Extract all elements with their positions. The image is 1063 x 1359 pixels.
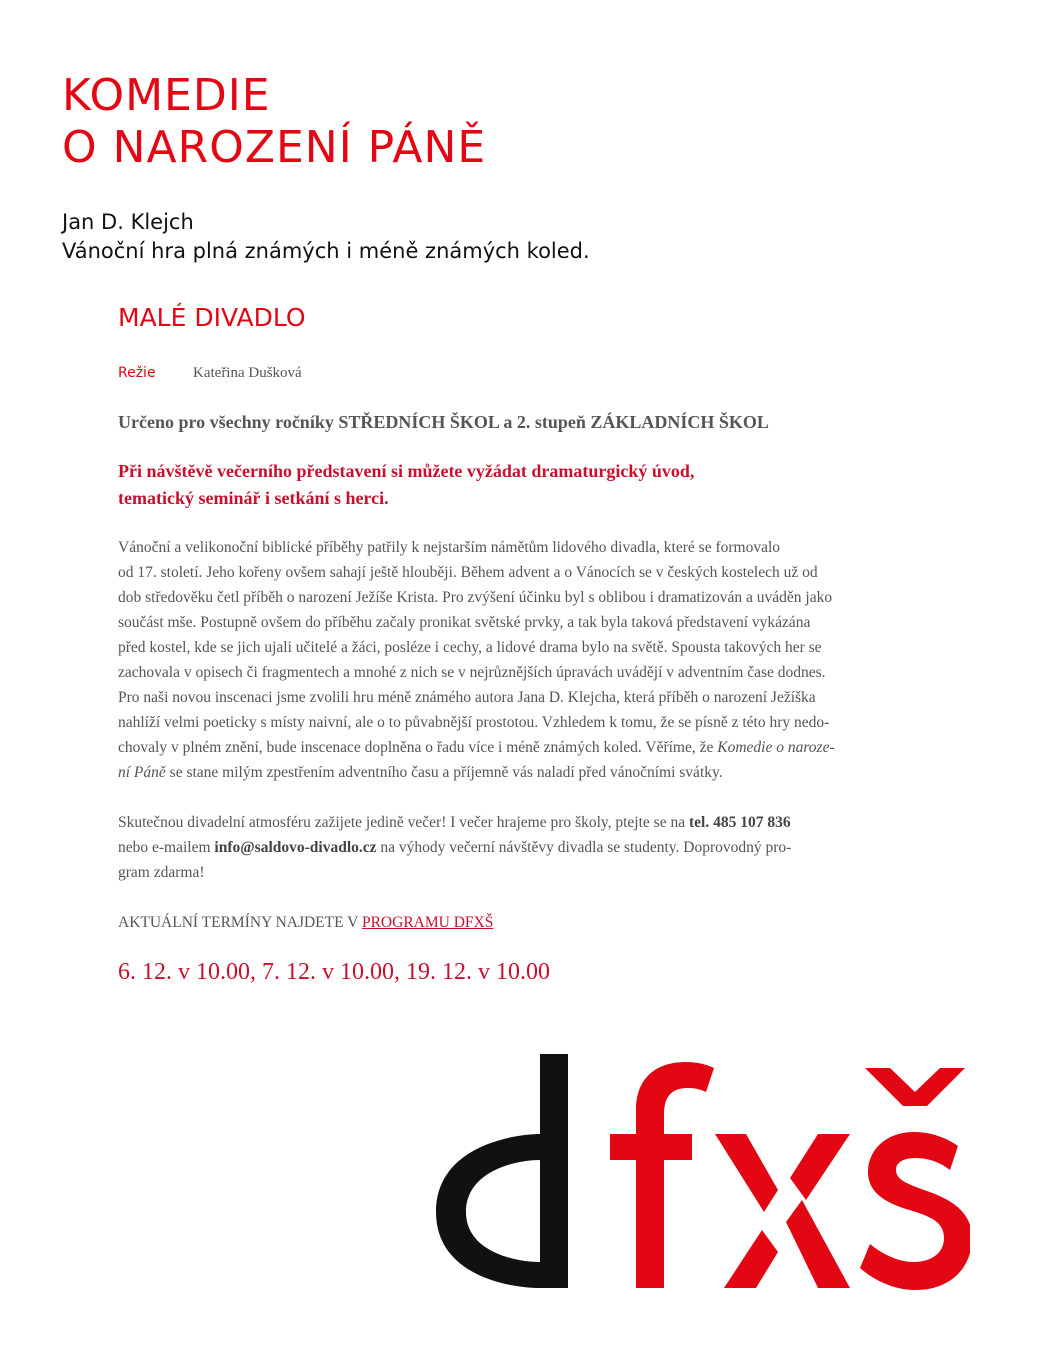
contact-line [118,835,948,860]
description [118,535,948,785]
phone-number: tel. 485 107 836 [688,814,791,831]
description-text: se stane milým zpestřením adventního času a příjemně vás naladí před vánočními svátky. [165,764,723,781]
performance-dates: 6. 12. v 10.00, 7. 12. v 10.00, 19. 12. v 10.00 [118,959,550,985]
contact-line: gram zdarma! [118,864,205,881]
play-title-italic: Komedie o naroze- [717,739,835,756]
description-line: před kostel, kde se jich ujali učitelé a žáci, posléze i cechy, a lidové drama bylo na světě. Spousta takových her se [118,639,822,656]
schedule-info [118,910,948,935]
contact-line [118,810,948,835]
description-line [118,735,948,760]
description-line: od 17. století. Jeho kořeny ovšem sahají ještě hlouběji. Během advent a o Vánocích se v českých kostelech už od [118,564,818,581]
author: Jan D. Klejch [62,210,194,234]
subtitle: Vánoční hra plná známých i méně známých koled. [62,239,590,263]
email-address: info@saldovo-divadlo.cz [214,839,377,856]
title-line-2: O NAROZENÍ PÁNĚ [62,122,487,173]
description-line: součást mše. Postupně ovšem do příběhu začaly pronikat světské prvky, a tak byla taková představení vykázána [118,614,811,631]
highlight-line-2: tematický seminář i setkání s herci. [118,488,389,508]
credit-label: Režie [118,365,156,381]
description-line: dob středověku četl příběh o narození Ježíše Krista. Pro zvýšení účinku byl s oblibou i dramatizován a uváděn jako [118,589,833,606]
highlight [118,458,948,512]
logo-letter-f [610,1062,714,1288]
contact-text: nebo e-mailem [118,839,215,856]
target-audience: Určeno pro všechny ročníky STŘEDNÍCH ŠKOL a 2. stupeň ZÁKLADNÍCH ŠKOL [118,412,769,432]
title-line-1: KOMEDIE [62,70,271,121]
highlight-line-1: Při návštěvě večerního představení si můžete vyžádat dramaturgický úvod, [118,461,695,481]
description-line [118,760,948,785]
contact-text: na výhody večerní návštěvy divadla se studenty. Doprovodný pro- [376,839,792,856]
author-block [62,208,590,266]
logo-letter-s-caron [860,1068,970,1290]
description-line: Pro naši novou inscenaci jsme zvolili hru méně známého autora Jana D. Klejcha, která příběh o narození Ježíška [118,689,816,706]
schedule-prefix: AKTUÁLNÍ TERMÍNY NAJDETE V [118,914,362,931]
title-block [62,70,486,174]
credit-value: Kateřina Dušková [193,365,302,381]
program-link[interactable]: PROGRAMU DFXŠ [361,914,494,931]
content [118,300,948,987]
logo-letter-x [715,1134,850,1288]
dfxs-logo [430,1050,970,1300]
logo-letter-d [436,1054,568,1288]
play-title-italic: ní Páně [118,764,166,781]
description-line: nahlíží velmi poeticky s místy naivní, ale o to půvabnější prostotou. Vzhledem k tomu, že se písně z této hry nedo- [118,714,830,731]
venue: MALÉ DIVADLO [118,303,306,332]
contact [118,810,948,885]
contact-text: Skutečnou divadelní atmosféru zažijete jedině večer! I večer hrajeme pro školy, ptejte se na [118,814,689,831]
credit-row [118,362,948,384]
description-line: Vánoční a velikonoční biblické příběhy patřily k nejstarším námětům lidového divadla, které se formovalo [118,539,781,556]
description-text: chovaly v plném znění, bude inscenace doplněna o řadu více i méně známých koled. Věříme, že [118,739,718,756]
description-line: zachovala v opisech či fragmentech a mnohé z nich se v nejrůznějších úpravách uvádějí v adventním čase dodnes. [118,664,826,681]
